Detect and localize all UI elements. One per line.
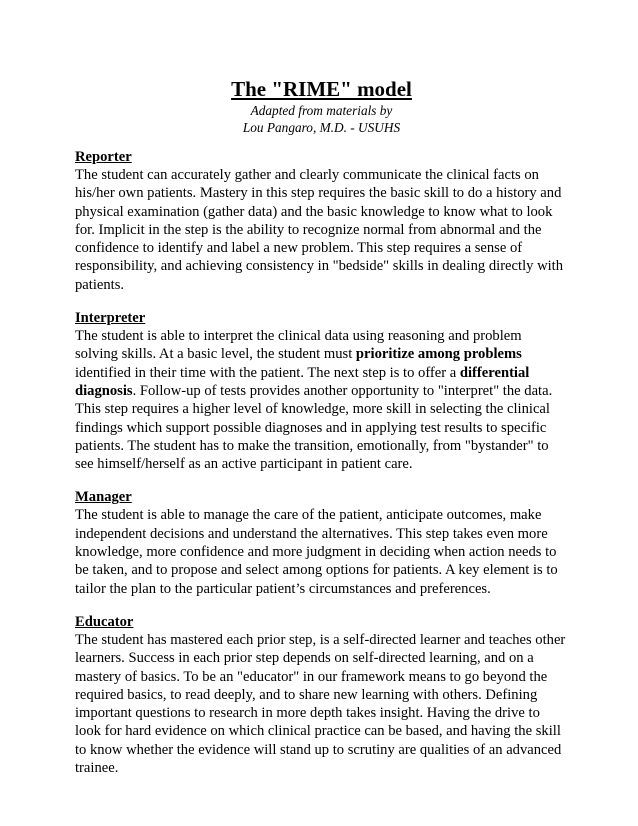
subtitle-line-1: Adapted from materials by (250, 103, 393, 118)
section-educator (75, 613, 568, 777)
subtitle-line-2: Lou Pangaro, M.D. - USUHS (242, 120, 401, 135)
section-manager (75, 488, 568, 597)
section-reporter (75, 148, 568, 294)
section-body-manager: The student is able to manage the care of the patient, anticipate outcomes, make independent decisions and understand the alternatives. This step takes even more knowledge, more confidence and more judgment in deciding when action needs to be taken, and to propose and select among options for patients. A key element is to tailor the plan to the particular patient’s circumstances and preferences. (75, 507, 558, 597)
section-heading-reporter: Reporter (75, 149, 132, 165)
emphasis-differential-diagnosis: differential diagnosis (75, 364, 530, 399)
section-heading-manager: Manager (75, 489, 132, 506)
section-body-educator: The student has mastered each prior step, is a self-directed learner and teaches other learners. Success in each prior step depends on self-directed learning, and on a mastery of basics. To be an "educator" in our framework means to go beyond the required basics, to read deeply, and to share new learning with others. Defining important questions to research in more depth takes insight. Having the drive to look for hard evidence on which clinical practice can be based, and having the skill to know whether the evidence will stand up to scrutiny are qualities of an advanced trainee. (75, 631, 566, 777)
section-body-reporter: The student can accurately gather and clearly communicate the clinical facts on his/her own patients. Mastery in this step requires the basic skill to do a history and physical examination (gather data) and the basic knowledge to know what to look for. Implicit in the step is the ability to recognize normal from abnormal and the confidence to identify and label a new problem. This step requires a sense of responsibility, and achieving consistency in "bedside" skills in dealing directly with patients. (75, 167, 564, 293)
section-heading-educator: Educator (75, 613, 134, 630)
section-heading-interpreter: Interpreter (75, 310, 146, 327)
emphasis-prioritize: prioritize among problems (355, 346, 522, 363)
section-body-interpreter: The student is able to interpret the clinical data using reasoning and problem solving skills. At a basic level, the student must prioritize among problems identified in their time with the patient. The next step is to offer a differential diagnosis. Follow-up of tests provides another opportunity to "interpret" the data. This step requires a higher level of knowledge, more skill in selecting the clinical findings which support possible diagnoses and in applying test results to specific patients. The student has to make the transition, emotionally, from "bystander" to see himself/herself as an active participant in patient care. (75, 328, 553, 473)
section-interpreter (75, 309, 568, 473)
document-page (75, 76, 568, 777)
document-title: The "RIME" model (231, 77, 412, 101)
